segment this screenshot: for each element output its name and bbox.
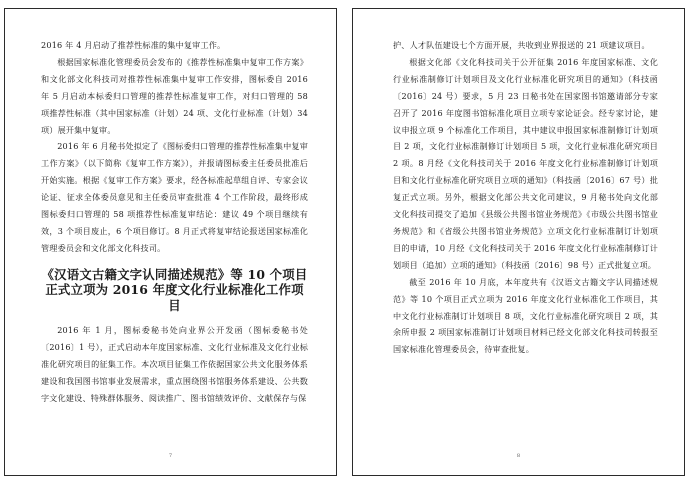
section-title: 《汉语文古籍文字认同描述规范》等 10 个项目正式立项为 2016 年度文化行业标准化工作项目 [41, 266, 308, 313]
paragraph: 2016 年 1 月，图标委秘书处向业界公开发函（图标委秘书处〔2016〕1 号），正式启动本年度国家标准、文化行业标准及文化行业标准化研究项目的征集工作。本次项目征集工作依据国家公共文化服务体系建设和我国图书馆事业发展需求，重点围绕图书馆服务体系建设、公共数字文化建设、特殊群体服务、阅读推广、图书馆绩效评价、文献保存与保 [41, 325, 308, 403]
page-number: 7 [168, 453, 173, 459]
right-page [352, 8, 685, 476]
paragraph: 根据国家标准化管理委员会发布的《推荐性标准集中复审工作方案》和文化部文化科技司对推荐性标准集中复审工作安排，图标委自 2016 年 5 月启动本标委归口管理的推荐性标准复审工作，对归口管理的 58 项推荐性标准（其中国家标准（计划）24 项、文化行业标准（计划）34 项）展开集中复审。 [41, 56, 308, 135]
paragraph: 根据文化部《文化科技司关于公开征集 2016 年度国家标准、文化行业标准制修订计划项目及文化行业标准化研究项目的通知》（科技函〔2016〕24 号）要求，5 月 23 日秘书处在国家图书馆邀请部分专家召开了 2016 年度图书馆标准化项目立项专家论证会。经专家讨论，建议申报立项 9 个标准化工作项目，其中建议申报国家标准制修订计划项目 2 项，文化行业标准制修订计划项目 5 项，文化行业标准化研究项目 2 项。8 月经《文化科技司关于 2016 年度文化行业标准制修订计划项目和文化行业标准化研究项目立项的通知》（科技函〔2016〕67 号）批复正式立项。另外，根据文化部公共文化司建议，9 月秘书处向文化部文化科技司提交了追加《县级公共图书馆业务规范》《市级公共图书馆业务规范》和《省级公共图书馆业务规范》立项文化行业标准制订计划项目的申请，10 月经《文化科技司关于 2016 年度文化行业标准制修订计划项目（追加）立项的通知》（科技函〔2016〕98 号）正式批复立项。 [393, 56, 658, 270]
left-page [4, 8, 337, 476]
paragraph: 2016 年 6 月秘书处拟定了《图标委归口管理的推荐性标准集中复审工作方案》（以下简称《复审工作方案》），并报请图标委主任委员批准后开始实施。根据《复审工作方案》要求，经各标准起草组自评、专家会议论证、征求全体委员意见和主任委员审查批准 4 个工作阶段，最终形成图标委归口管理的 58 项推荐性标准复审结论：建议 49 个项目继续有效，3 个项目废止，6 个项目修订。8 月正式将复审结论报送国家标准化管理委员会和文化部文化科技司。 [41, 141, 308, 253]
left-page-body [41, 37, 308, 407]
paragraph: 2016 年 4 月启动了推荐性标准的集中复审工作。 [41, 40, 226, 50]
page-number: 8 [516, 453, 521, 459]
paragraph: 截至 2016 年 10 月底，本年度共有《汉语文古籍文字认同描述规范》等 10 个项目正式立项为 2016 年度文化行业标准化工作项目，其中文化行业标准制订计划项目 8 项，文化行业标准化研究项目 2 项，其余所申报 2 项国家标准制订计划项目材料已经文化部文化科技司转报至国家标准化管理委员会，待审查批复。 [393, 276, 658, 355]
right-page-body [393, 37, 658, 358]
paragraph: 护、人才队伍建设七个方面开展，共收到业界报送的 21 项建议项目。 [393, 40, 650, 50]
